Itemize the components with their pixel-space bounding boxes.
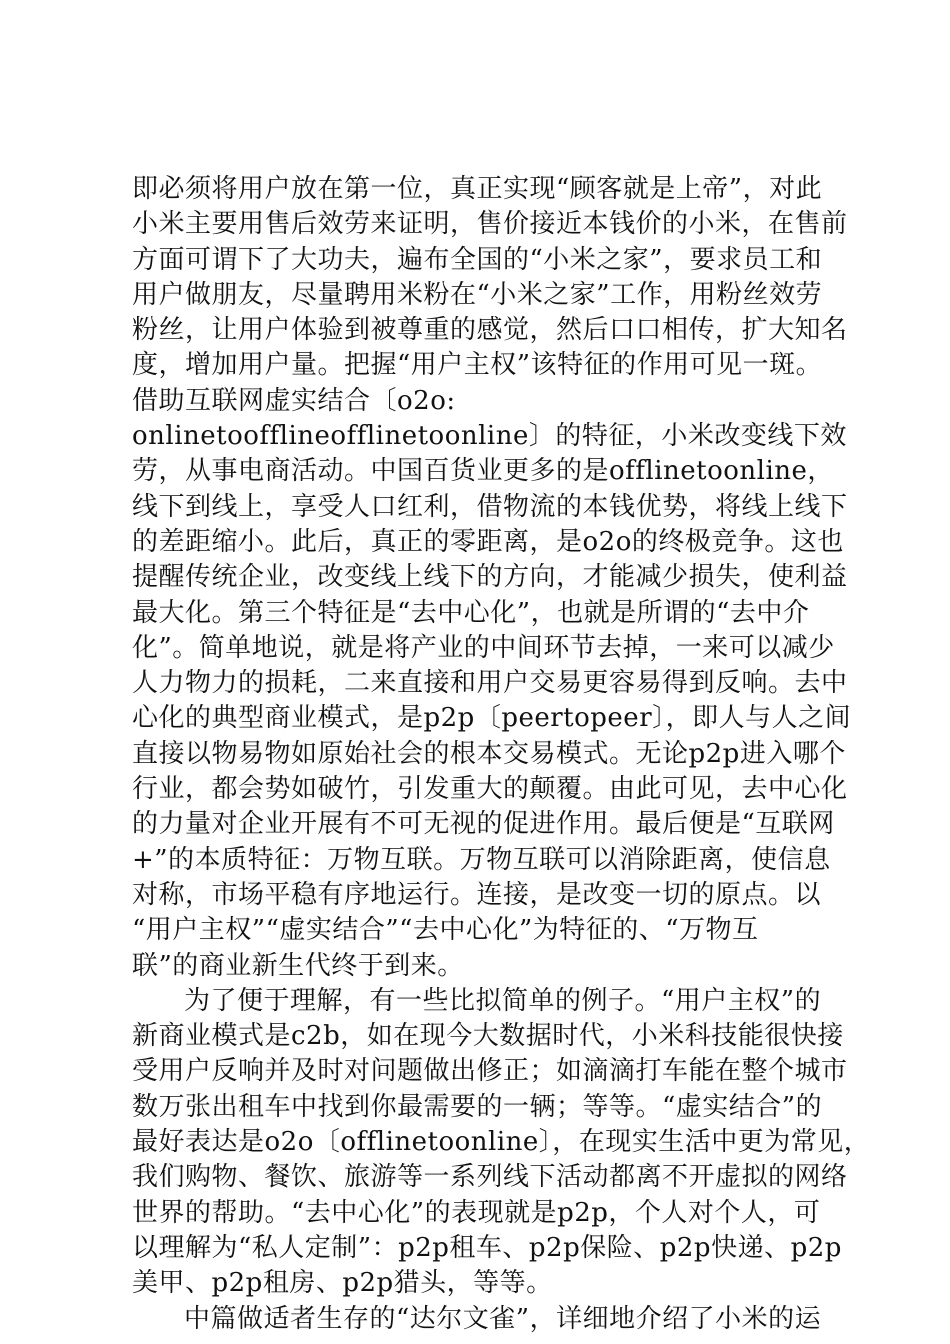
- text-line: 粉丝，让用户体验到被尊重的感觉，然后口口相传，扩大知名: [132, 315, 848, 346]
- text-line: 小米主要用售后效劳来证明，售价接近本钱价的小米，在售前: [132, 209, 848, 240]
- paragraph-start-line: 中篇做适者生存的“达尔文雀”，详细地介绍了小米的运: [184, 1303, 822, 1334]
- text-line: 心化的典型商业模式，是p2p〔peertopeer〕，即人与人之间: [132, 703, 852, 734]
- text-line: 用户做朋友，尽量聘用米粉在“小米之家”工作，用粉丝效劳: [132, 279, 823, 310]
- text-line: 世界的帮助。“去中心化”的表现就是p2p，个人对个人，可: [132, 1197, 821, 1228]
- text-line: 直接以物易物如原始社会的根本交易模式。无论p2p进入哪个: [132, 738, 846, 769]
- text-line: “用户主权”“虚实结合”“去中心化”为特征的、“万物互: [132, 915, 759, 946]
- text-line: 联”的商业新生代终于到来。: [132, 950, 464, 981]
- text-line: onlinetoofflineofflinetoonline〕的特征，小米改变线下效: [132, 421, 847, 452]
- text-line: 借助互联网虚实结合〔o2o:: [132, 385, 456, 416]
- text-line: 人力物力的损耗，二来直接和用户交易更容易得到反响。去中: [132, 668, 848, 699]
- text-line: 对称，市场平稳有序地运行。连接，是改变一切的原点。以: [132, 879, 822, 910]
- paragraph-start-line: 为了便于理解，有一些比拟简单的例子。“用户主权”的: [184, 985, 822, 1016]
- text-line: 最大化。第三个特征是“去中心化”，也就是所谓的“去中介: [132, 597, 810, 628]
- text-line: 的力量对企业开展有不可无视的促进作用。最后便是“互联网: [132, 809, 835, 840]
- text-line: 化”。简单地说，就是将产业的中间环节去掉，一来可以减少: [132, 632, 835, 663]
- text-line: 提醒传统企业，改变线上线下的方向，才能减少损失，使利益: [132, 562, 848, 593]
- text-line: 线下到线上，享受人口红利，借物流的本钱优势，将线上线下: [132, 491, 848, 522]
- text-line: 以理解为“私人定制”：p2p租车、p2p保险、p2p快递、p2p: [132, 1232, 842, 1263]
- text-line: +”的本质特征：万物互联。万物互联可以消除距离，使信息: [132, 844, 831, 875]
- text-line: 最好表达是o2o〔offlinetoonline〕，在现实生活中更为常见，: [132, 1127, 871, 1158]
- text-line: 度，增加用户量。把握“用户主权”该特征的作用可见一斑。: [132, 350, 823, 381]
- text-line: 美甲、p2p租房、p2p猎头，等等。: [132, 1268, 553, 1299]
- text-line: 即必须将用户放在第一位，真正实现“顾客就是上帝”，对此: [132, 174, 823, 204]
- text-line: 数万张出租车中找到你最需要的一辆；等等。“虚实结合”的: [132, 1091, 823, 1122]
- text-line: 我们购物、餐饮、旅游等一系列线下活动都离不开虚拟的网络: [132, 1162, 848, 1193]
- body-text: [132, 172, 871, 1337]
- text-line: 劳，从事电商活动。中国百货业更多的是offlinetoonline，: [132, 456, 834, 487]
- text-line: 行业，都会势如破竹，引发重大的颠覆。由此可见，去中心化: [132, 774, 848, 805]
- text-line: 方面可谓下了大功夫，遍布全国的“小米之家”，要求员工和: [132, 244, 823, 275]
- text-line: 的差距缩小。此后，真正的零距离，是o2o的终极竞争。这也: [132, 526, 844, 557]
- text-line: 新商业模式是c2b，如在现今大数据时代，小米科技能很快接: [132, 1021, 844, 1052]
- text-line: 受用户反响并及时对问题做出修正；如滴滴打车能在整个城市: [132, 1056, 848, 1087]
